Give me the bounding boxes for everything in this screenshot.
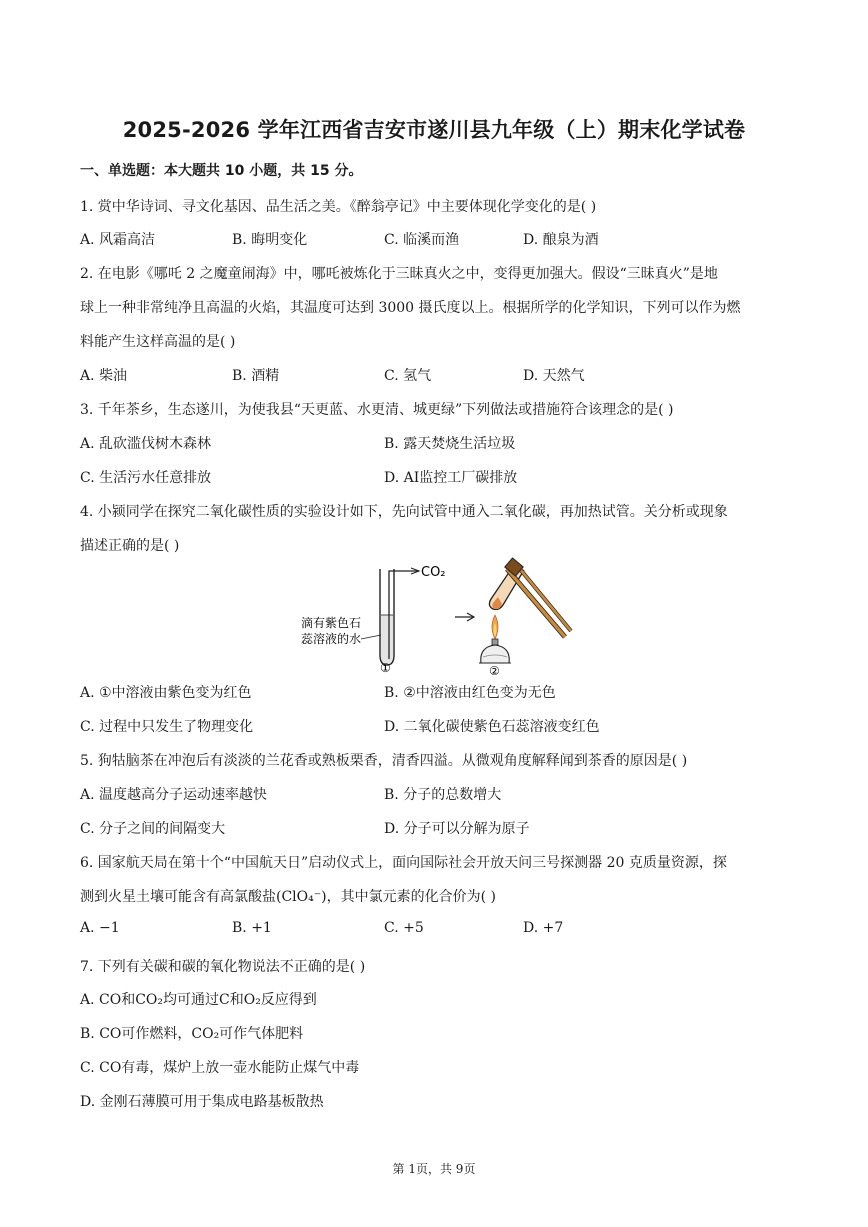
tube-1-mark: ① — [380, 661, 391, 675]
question-5-stem: 5. 狗牯脑茶在冲泡后有淡淡的兰花香或熟板栗香，清香四溢。从微观角度解释闻到茶香的原因是( ) — [80, 753, 688, 769]
q2-option-a: A. 柴油 — [80, 368, 128, 384]
exam-title: 2025-2026 学年江西省吉安市遂川县九年级（上）期末化学试卷 — [122, 118, 746, 142]
q6-option-a: A. −1 — [80, 920, 120, 936]
q1-option-b: B. 晦明变化 — [232, 232, 308, 248]
q7-option-d: D. 金刚石薄膜可用于集成电路基板散热 — [80, 1094, 324, 1110]
question-2-stem-line-3: 料能产生这样高温的是( ) — [80, 334, 236, 350]
question-3-stem: 3. 千年茶乡，生态遂川，为使我县“天更蓝、水更清、城更绿”下列做法或措施符合该理念的是( ) — [80, 402, 674, 418]
q5-option-c: C. 分子之间的间隔变大 — [80, 821, 226, 837]
q3-option-a: A. 乱砍滥伐树木森林 — [80, 436, 212, 452]
question-6-stem-line-1: 6. 国家航天局在第十个“中国航天日”启动仪式上，面向国际社会开放天问三号探测器 20 克质量资源，探 — [80, 855, 727, 871]
alcohol-lamp — [479, 639, 511, 663]
q7-option-c: C. CO有毒，煤炉上放一壶水能防止煤气中毒 — [80, 1060, 360, 1076]
q4-option-b: B. ②中溶液由红色变为无色 — [384, 685, 556, 701]
co2-label: CO₂ — [421, 565, 446, 580]
q1-option-c: C. 临溪而渔 — [384, 232, 460, 248]
tube-2-mark: ② — [489, 664, 500, 675]
section-heading: 一、单选题：本大题共 10 小题，共 15 分。 — [80, 163, 363, 179]
q7-option-b: B. CO可作燃料，CO₂可作气体肥料 — [80, 1026, 304, 1042]
q5-option-b: B. 分子的总数增大 — [384, 787, 502, 803]
test-tube-1 — [380, 569, 394, 665]
q3-option-c: C. 生活污水任意排放 — [80, 470, 212, 486]
q4-option-d: D. 二氧化碳使紫色石蕊溶液变红色 — [384, 719, 600, 735]
q6-option-c: C. +5 — [384, 920, 424, 936]
q6-option-b: B. +1 — [232, 920, 272, 936]
liquid-label-line-2: 蕊溶液的水 — [301, 632, 362, 646]
q4-option-a: A. ①中溶液由紫色变为红色 — [80, 685, 252, 701]
co2-experiment-figure — [295, 555, 595, 675]
q3-option-d: D. AI监控工厂碳排放 — [384, 470, 518, 486]
question-6-stem-line-2: 测到火星土壤可能含有高氯酸盐(ClO₄⁻)，其中氯元素的化合价为( ) — [80, 889, 496, 905]
q2-option-d: D. 天然气 — [523, 368, 585, 384]
q5-option-d: D. 分子可以分解为原子 — [384, 821, 530, 837]
q1-option-d: D. 酿泉为酒 — [523, 232, 599, 248]
alcohol-lamp-flame — [492, 615, 498, 639]
question-2-stem-line-2: 球上一种非常纯净且高温的火焰，其温度可达到 3000 摄氏度以上。根据所学的化学知识，下列可以作为燃 — [80, 300, 741, 316]
page-footer: 第 1页，共 9页 — [392, 1162, 476, 1176]
q2-option-b: B. 酒精 — [232, 368, 280, 384]
q5-option-a: A. 温度越高分子运动速率越快 — [80, 787, 268, 803]
q1-option-a: A. 风霜高洁 — [80, 232, 156, 248]
question-4-stem-line-2: 描述正确的是( ) — [80, 538, 180, 554]
q6-option-d: D. +7 — [523, 920, 564, 936]
question-4-stem-line-1: 4. 小颍同学在探究二氧化碳性质的实验设计如下，先向试管中通入二氧化碳，再加热试管。关分析或现象 — [80, 504, 728, 520]
test-tube-holder — [505, 558, 571, 637]
right-arrow-icon — [455, 613, 474, 621]
question-7-stem: 7. 下列有关碳和碳的氧化物说法不正确的是( ) — [80, 959, 366, 975]
question-1-stem: 1. 赏中华诗词、寻文化基因、品生活之美。《醉翁亭记》中主要体现化学变化的是( ) — [80, 199, 597, 215]
question-2-stem-line-1: 2. 在电影《哪吒 2 之魔童闹海》中，哪吒被炼化于三昧真火之中，变得更加强大。假设“三昧真火”是地 — [80, 266, 718, 282]
q3-option-b: B. 露天焚烧生活垃圾 — [384, 436, 516, 452]
q2-option-c: C. 氢气 — [384, 368, 432, 384]
liquid-label-line-1: 滴有紫色石 — [301, 616, 362, 630]
q4-option-c: C. 过程中只发生了物理变化 — [80, 719, 254, 735]
q7-option-a: A. CO和CO₂均可通过C和O₂反应得到 — [80, 992, 317, 1008]
